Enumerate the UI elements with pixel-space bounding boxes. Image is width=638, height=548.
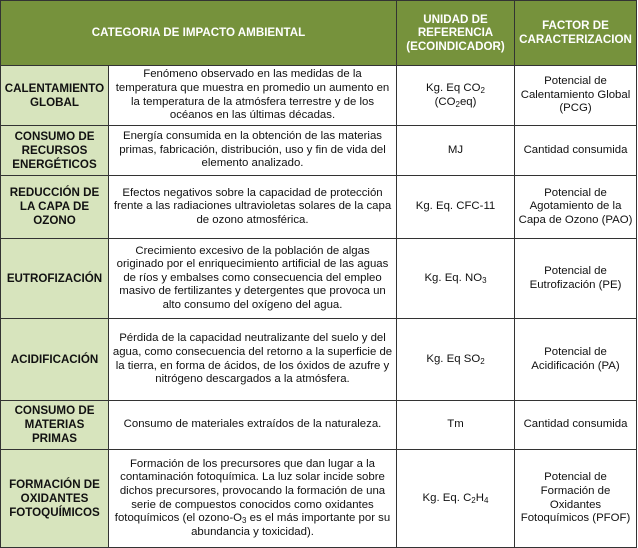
header-factor: FACTOR DE CARACTERIZACION [515, 1, 637, 66]
row-description: Consumo de materiales extraídos de la naturaleza. [109, 401, 397, 450]
row-factor: Cantidad consumida [515, 126, 637, 176]
unit-main: Kg. Eq. CFC-11 [415, 200, 496, 213]
row-unit [397, 66, 515, 126]
row-factor: Potencial de Formación de Oxidantes Fotoquímicos (PFOF) [515, 450, 637, 548]
row-category: EUTROFIZACIÓN [1, 239, 109, 319]
row-description: Energía consumida en la obtención de las materias primas, fabricación, distribución, uso y fin de vida del elemento analizado. [109, 126, 397, 176]
row-unit [397, 401, 515, 450]
unit-main: Kg. Eq. C [422, 491, 472, 504]
unit-extra-end: eq) [459, 95, 477, 108]
unit-extra: (CO [434, 95, 456, 108]
table-row [1, 239, 637, 319]
unit-main: Kg. Eq CO [426, 81, 481, 94]
row-category: ACIDIFICACIÓN [1, 319, 109, 401]
row-description: Pérdida de la capacidad neutralizante del suelo y del agua, como consecuencia del retorno a la superficie de la tierra, en forma de ácidos, de los óxidos de azufre y nitrógeno descargados a la atmósfera. [109, 319, 397, 401]
row-unit [397, 239, 515, 319]
row-unit [397, 319, 515, 401]
unit-main: MJ [447, 143, 464, 156]
table-row [1, 401, 637, 450]
table-row [1, 66, 637, 126]
row-unit [397, 176, 515, 239]
unit-subscript: 2 [480, 85, 485, 95]
row-description: Fenómeno observado en las medidas de la temperatura que muestra en promedio un aumento en la temperatura de la atmósfera terrestre y de los océanos en las últimas décadas. [109, 66, 397, 126]
table-header-row [1, 1, 637, 66]
unit-subscript: 2 [480, 356, 485, 366]
header-unit: UNIDAD DE REFERENCIA (ECOINDICADOR) [397, 1, 515, 66]
row-category: REDUCCIÓN DE LA CAPA DE OZONO [1, 176, 109, 239]
table-row [1, 450, 637, 548]
row-factor: Potencial de Acidificación (PA) [515, 319, 637, 401]
row-category: CONSUMO DE RECURSOS ENERGÉTICOS [1, 126, 109, 176]
unit-mid: H [475, 491, 484, 504]
row-category: CALENTAMIENTO GLOBAL [1, 66, 109, 126]
description-subscript: 3 [242, 516, 247, 526]
unit-subscript: 4 [483, 495, 489, 505]
unit-subscript: 3 [482, 275, 487, 285]
table-row [1, 126, 637, 176]
table-row [1, 319, 637, 401]
row-unit [397, 450, 515, 548]
row-category: CONSUMO DE MATERIAS PRIMAS [1, 401, 109, 450]
table-row [1, 176, 637, 239]
row-factor: Potencial de Eutrofización (PE) [515, 239, 637, 319]
description-part: es el más importante por su abundancia y toxicidad). [191, 512, 391, 538]
unit-main: Tm [447, 418, 464, 431]
row-description: Crecimiento excesivo de la población de algas originado por el enriquecimiento artificial de las aguas de ríos y embalses como consecuencia del empleo masivo de fertilizantes y detergentes que provoca un alto consumo del oxígeno del agua. [109, 239, 397, 319]
row-category: FORMACIÓN DE OXIDANTES FOTOQUÍMICOS [1, 450, 109, 548]
unit-subscript: 2 [471, 495, 476, 505]
unit-main: Kg. Eq SO [426, 352, 481, 365]
row-factor: Potencial de Agotamiento de la Capa de Ozono (PAO) [515, 176, 637, 239]
row-description [109, 450, 397, 548]
row-unit [397, 126, 515, 176]
unit-main: Kg. Eq. NO [424, 271, 483, 284]
row-factor: Cantidad consumida [515, 401, 637, 450]
row-factor: Potencial de Calentamiento Global (PCG) [515, 66, 637, 126]
description-part: Formación de los precursores que dan lugar a la contaminación fotoquímica. La luz solar incide sobre dichos precursores, provocando la formación de una serie de compuestos conocidos como oxidantes fotoquímicos (el ozono-O [114, 457, 386, 525]
unit-extra-subscript: 2 [455, 99, 460, 109]
header-category: CATEGORIA DE IMPACTO AMBIENTAL [1, 1, 397, 66]
row-description: Efectos negativos sobre la capacidad de protección frente a las radiaciones ultravioletas solares de la capa de ozono atmosférica. [109, 176, 397, 239]
